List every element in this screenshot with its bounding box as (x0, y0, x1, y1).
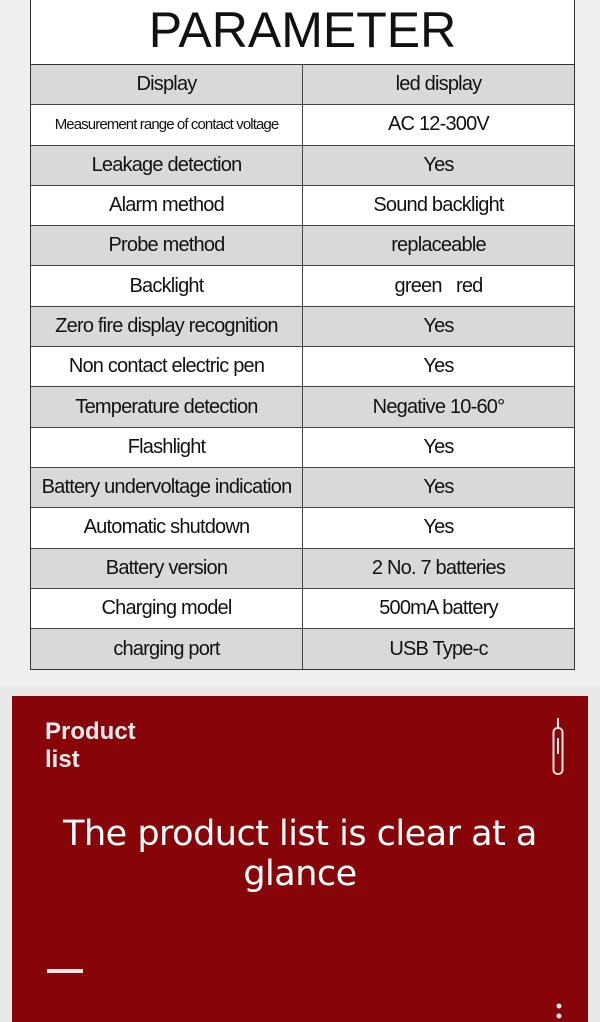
table-row (31, 226, 574, 266)
row-label: Leakage detection (31, 146, 303, 185)
row-label: Battery undervoltage indication (31, 468, 303, 507)
row-value: Yes (423, 516, 454, 539)
row-label: Non contact electric pen (31, 347, 303, 386)
banner-headline: The product list is clear at a glance (63, 814, 537, 894)
table-row (31, 589, 574, 629)
row-value: Yes (423, 355, 454, 378)
table-row (31, 347, 574, 387)
row-value: USB Type-c (389, 637, 488, 660)
row-value: 500mA battery (379, 597, 498, 619)
row-label: Alarm method (31, 186, 303, 225)
row-value: AC 12-300V (388, 113, 489, 136)
table-row (31, 105, 574, 145)
row-label: Temperature detection (31, 387, 303, 426)
dots-icon (554, 1002, 564, 1022)
row-value: Yes (423, 314, 454, 337)
row-value: replaceable (391, 234, 486, 257)
row-label: Probe method (31, 226, 303, 265)
row-label: charging port (31, 629, 303, 669)
row-label: Battery version (31, 549, 303, 588)
row-value: Yes (423, 153, 454, 176)
table-body (31, 65, 574, 669)
row-value: 2 No. 7 batteries (371, 556, 506, 579)
table-row (31, 549, 574, 589)
banner-dash-divider (47, 969, 83, 973)
table-row (31, 307, 574, 347)
row-label: Display (31, 65, 303, 104)
row-label: Flashlight (31, 428, 303, 467)
table-row (31, 146, 574, 186)
row-value: Sound backlight (373, 194, 504, 217)
row-value: Yes (423, 435, 454, 458)
banner-label-line1: Product (45, 718, 136, 745)
row-value: green red (394, 274, 483, 297)
table-row (31, 387, 574, 427)
row-label: Measurement range of contact voltage (31, 105, 303, 144)
row-label: Zero fire display recognition (31, 307, 303, 346)
row-label: Charging model (31, 589, 303, 628)
row-value: led display (395, 73, 482, 96)
pen-icon (548, 716, 568, 778)
table-row (31, 65, 574, 105)
row-label: Backlight (31, 266, 303, 305)
row-value: Yes (423, 476, 454, 499)
product-list-banner (12, 696, 588, 1022)
row-label: Automatic shutdown (31, 508, 303, 547)
row-value: Negative 10-60° (372, 395, 505, 418)
table-row (31, 468, 574, 508)
page-title: PARAMETER (31, 0, 574, 65)
table-row (31, 428, 574, 468)
table-row (31, 508, 574, 548)
table-row (31, 186, 574, 226)
banner-label-line2: list (45, 746, 80, 773)
parameter-table (30, 0, 575, 670)
table-row (31, 266, 574, 306)
table-row (31, 629, 574, 669)
banner-label (45, 718, 136, 774)
